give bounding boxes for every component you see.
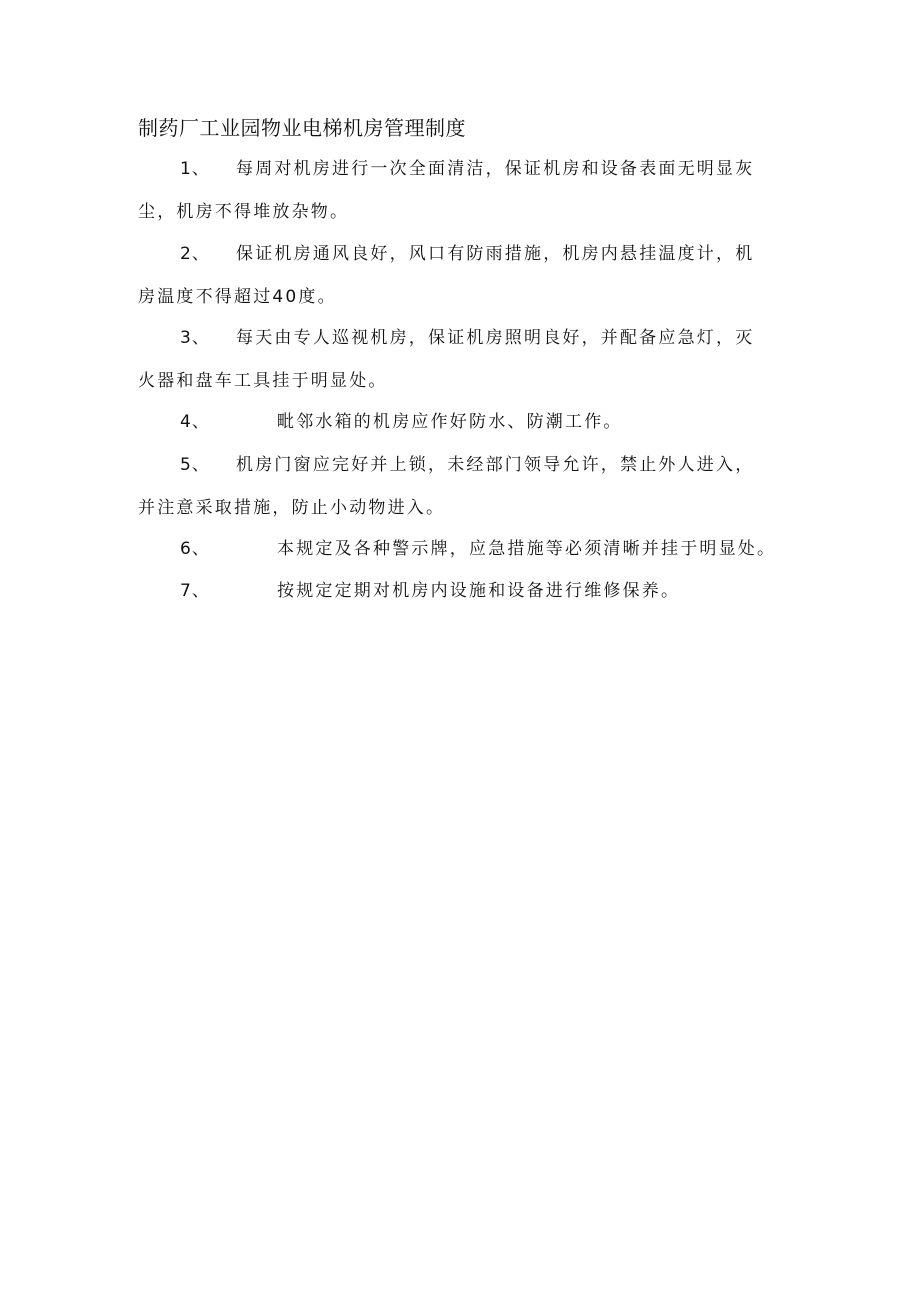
list-item-1 [138, 148, 790, 234]
item-text-continuation: 火器和盘车工具挂于明显处。 [138, 371, 388, 391]
item-text: 保证机房通风良好，风口有防雨措施，机房内悬挂温度计，机 [236, 244, 755, 264]
list-item-2 [138, 233, 790, 319]
item-text: 本规定及各种警示牌，应急措施等必须清晰并挂于明显处。 [277, 539, 777, 559]
item-text: 每周对机房进行一次全面清洁，保证机房和设备表面无明显灰 [236, 159, 755, 179]
item-number: 4、 [180, 412, 210, 432]
item-text-continuation: 尘，机房不得堆放杂物。 [138, 202, 350, 222]
list-item-6 [138, 528, 790, 571]
item-text: 机房门窗应完好并上锁，未经部门领导允许，禁止外人进入， [236, 455, 755, 475]
item-text: 按规定定期对机房内设施和设备进行维修保养。 [277, 581, 681, 601]
list-item-5 [138, 444, 790, 530]
item-text-continuation: 并注意采取措施，防止小动物进入。 [138, 498, 446, 518]
item-number: 7、 [180, 581, 210, 601]
item-number: 6、 [180, 539, 210, 559]
item-number: 2、 [180, 244, 210, 264]
item-text: 毗邻水箱的机房应作好防水、防潮工作。 [277, 412, 623, 432]
item-text-continuation: 房温度不得超过40度。 [138, 287, 337, 307]
item-number: 1、 [180, 159, 210, 179]
list-item-3 [138, 317, 790, 403]
list-item-4 [138, 401, 790, 444]
item-number: 3、 [180, 328, 210, 348]
document-title: 制药厂工业园物业电梯机房管理制度 [138, 116, 466, 140]
item-number: 5、 [180, 455, 210, 475]
item-text: 每天由专人巡视机房，保证机房照明良好，并配备应急灯，灭 [236, 328, 755, 348]
list-item-7 [138, 570, 790, 613]
